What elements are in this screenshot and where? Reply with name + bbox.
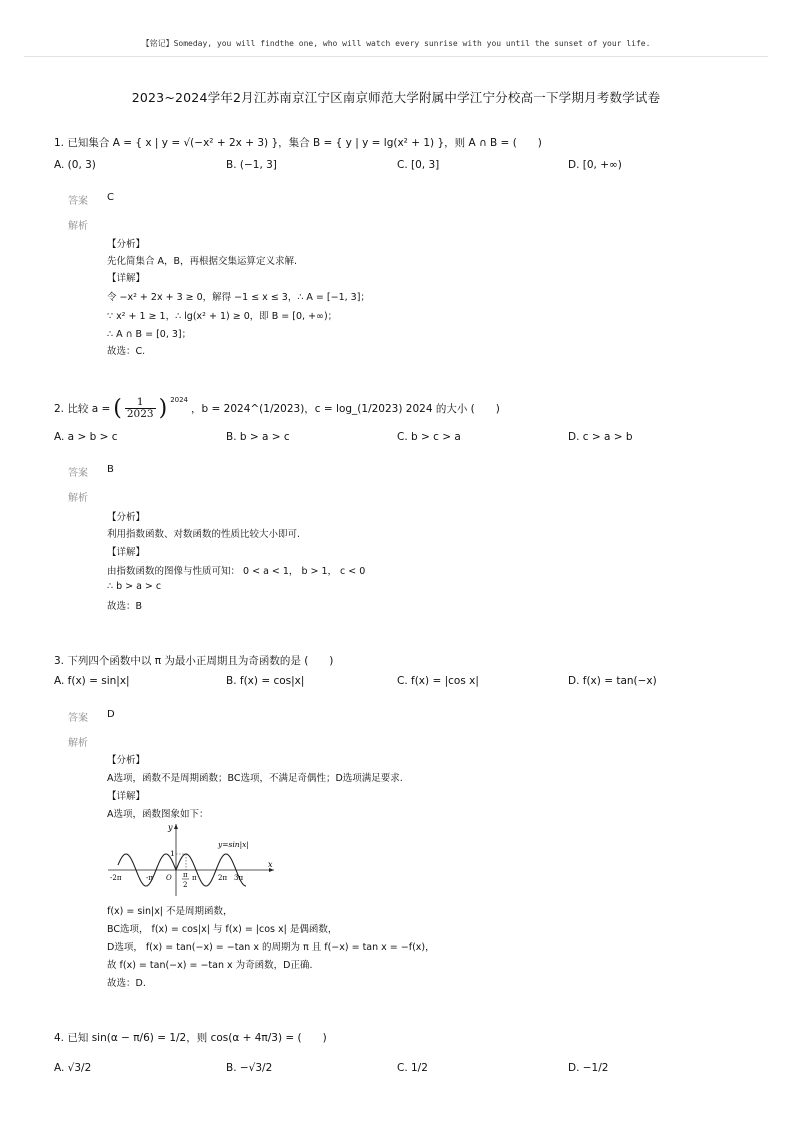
y-tick-one: 1 — [170, 849, 175, 858]
q2-option-c: C. b > c > a — [397, 431, 461, 443]
q2-answer: B — [107, 464, 114, 475]
origin-label: O — [166, 874, 172, 882]
header-banner: 【铭记】Someday, you will findthe one, who will watch every sunrise with you until the sunset of your life. — [141, 39, 651, 48]
q2-ex-line: 【分析】 — [107, 512, 146, 523]
header-divider — [24, 56, 768, 57]
q2-option-a: A. a > b > c — [54, 431, 118, 443]
q2-ex-line: 利用指数函数、对数函数的性质比较大小即可. — [107, 529, 301, 540]
half-pi-den: 2 — [183, 881, 188, 889]
half-pi-num: π — [183, 871, 188, 879]
x-axis-label: x — [268, 860, 273, 869]
q3-stem: 3. 下列四个函数中以 π 为最小正周期且为奇函数的是 ( ) — [54, 655, 334, 667]
q2-analysis-label: 解析 — [68, 493, 88, 504]
q1-option-c: C. [0, 3] — [397, 159, 440, 171]
paren-close: ) — [158, 396, 168, 421]
q1-answer-label: 答案 — [68, 196, 88, 207]
y-axis-arrow — [174, 824, 178, 829]
sin-abs-x-graph — [106, 820, 278, 900]
q3-analysis-label: 解析 — [68, 738, 88, 749]
q2-frac-den: 2023 — [126, 408, 154, 420]
q3-ex-line: D选项， f(x) = tan(−x) = −tan x 的周期为 π 且 f(−x) = tan x = −f(x)， — [107, 942, 435, 953]
q2-exponent: 2024 — [170, 396, 189, 404]
q1-stem: 1. 已知集合 A = { x | y = √(−x² + 2x + 3) }，集合 B = { y | y = lg(x² + 1) }，则 A ∩ B = ( ) — [54, 137, 542, 149]
q2-fraction — [125, 397, 156, 420]
q2-ex-line: ∴ b > a > c — [107, 581, 162, 592]
q2-ex-line: 故选：B — [107, 601, 143, 612]
q4-option-d: D. −1/2 — [568, 1062, 609, 1074]
q1-analysis-label: 解析 — [68, 221, 88, 232]
q3-ex-line: 【详解】 — [107, 791, 146, 802]
tick-neg-pi: -π — [146, 874, 153, 882]
curve-label: y=sin|x| — [218, 840, 249, 849]
tick-neg-2pi: -2π — [110, 874, 122, 882]
q1-ex-line: 令 −x² + 2x + 3 ≥ 0，解得 −1 ≤ x ≤ 3，∴ A = [−1, 3]； — [107, 292, 370, 303]
tick-3pi: 3π — [234, 874, 244, 882]
q2-stem-prefix: 2. 比较 a = — [54, 403, 111, 415]
q3-ex-line: A选项，函数图象如下： — [107, 809, 209, 820]
q1-option-d: D. [0, +∞) — [568, 159, 622, 171]
q4-stem: 4. 已知 sin(α − π/6) = 1/2，则 cos(α + 4π/3) = ( ) — [54, 1032, 327, 1044]
q1-ex-line: 先化简集合 A，B，再根据交集运算定义求解. — [107, 256, 298, 267]
q1-option-a: A. (0, 3) — [54, 159, 96, 171]
q1-ex-line: ∵ x² + 1 ≥ 1，∴ lg(x² + 1) ≥ 0，即 B = [0, +∞)； — [107, 311, 338, 322]
q3-option-c: C. f(x) = |cos x| — [397, 675, 479, 687]
y-axis-label: y — [168, 823, 173, 832]
q3-option-b: B. f(x) = cos|x| — [226, 675, 305, 687]
q3-answer-label: 答案 — [68, 713, 88, 724]
paren-open: ( — [113, 396, 122, 421]
q2-stem — [54, 396, 500, 421]
q3-answer: D — [107, 709, 115, 720]
q2-ex-line: 【详解】 — [107, 547, 146, 558]
q3-option-a: A. f(x) = sin|x| — [54, 675, 130, 687]
q2-ex-line: 由指数函数的图像与性质可知： 0 < a < 1， b > 1， c < 0 — [107, 566, 366, 577]
q1-ex-line: 故选：C. — [107, 346, 146, 357]
q3-ex-line: BC选项， f(x) = cos|x| 与 f(x) = |cos x| 是偶函数， — [107, 924, 338, 935]
q4-option-c: C. 1/2 — [397, 1062, 428, 1074]
q4-option-b: B. −√3/2 — [226, 1062, 273, 1074]
q2-option-b: B. b > a > c — [226, 431, 290, 443]
q3-ex-line: 故 f(x) = tan(−x) = −tan x 为奇函数，D正确. — [107, 960, 313, 971]
q4-option-a: A. √3/2 — [54, 1062, 92, 1074]
q2-stem-suffix: ，b = 2024^(1/2023)，c = log_(1/2023) 2024 的大小 ( ) — [191, 403, 500, 415]
tick-2pi: 2π — [218, 874, 228, 882]
q1-answer: C — [107, 192, 114, 203]
q3-ex-line: 【分析】 — [107, 755, 146, 766]
q3-option-d: D. f(x) = tan(−x) — [568, 675, 657, 687]
q2-frac-num: 1 — [125, 397, 156, 409]
q3-ex-line: f(x) = sin|x| 不是周期函数， — [107, 906, 233, 917]
page-title: 2023~2024学年2月江苏南京江宁区南京师范大学附属中学江宁分校高一下学期月考数学试卷 — [131, 90, 661, 105]
q1-ex-line: 【分析】 — [107, 239, 146, 250]
q3-ex-line: 故选：D. — [107, 978, 146, 989]
q1-option-b: B. (−1, 3] — [226, 159, 277, 171]
q1-ex-line: 【详解】 — [107, 273, 146, 284]
q2-option-d: D. c > a > b — [568, 431, 633, 443]
tick-pi: π — [192, 874, 197, 882]
q3-ex-line: A选项，函数不是周期函数；BC选项，不满足奇偶性；D选项满足要求. — [107, 773, 403, 784]
q2-answer-label: 答案 — [68, 468, 88, 479]
q1-ex-line: ∴ A ∩ B = [0, 3]； — [107, 329, 192, 340]
